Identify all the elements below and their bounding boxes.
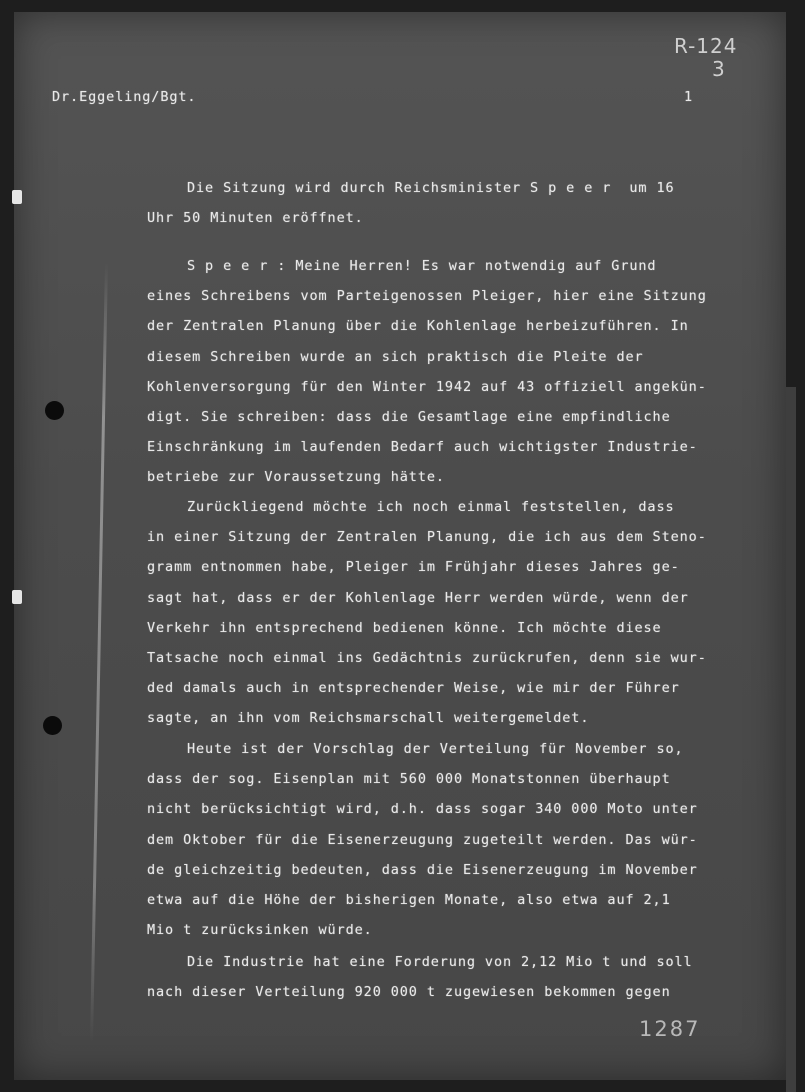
body-line: Einschränkung im laufenden Bedarf auch wichtigster Industrie- (147, 439, 698, 456)
punch-hole-upper (45, 401, 64, 420)
body-line: eines Schreibens vom Parteigenossen Pleiger, hier eine Sitzung (147, 288, 707, 305)
body-line: S p e e r : Meine Herren! Es war notwendig auf Grund (187, 258, 657, 274)
archive-mark-sub: 3 (712, 57, 726, 81)
punch-hole-lower (43, 716, 62, 735)
body-line: Kohlenversorgung für den Winter 1942 auf 43 offiziell angekün- (147, 378, 707, 395)
author-line: Dr.Eggeling/Bgt. (52, 89, 197, 105)
archive-mark: R-124 (674, 34, 738, 58)
body-line: Mio t zurücksinken würde. (147, 922, 373, 939)
body-line: dass der sog. Eisenplan mit 560 000 Monatstonnen überhaupt (147, 771, 671, 788)
document-number: 1287 (639, 1017, 701, 1041)
body-line: Zurückliegend möchte ich noch einmal feststellen, dass (187, 499, 675, 515)
body-line: nach dieser Verteilung 920 000 t zugewiesen bekommen gegen (147, 984, 671, 1001)
body-line: diesem Schreiben wurde an sich praktisch die Pleite der (147, 348, 644, 365)
body-line: der Zentralen Planung über die Kohlenlage herbeizuführen. In (147, 318, 689, 335)
document-page (14, 12, 786, 1080)
body-line: dem Oktober für die Eisenerzeugung zugeteilt werden. Das wür- (147, 831, 698, 848)
body-line: Die Sitzung wird durch Reichsminister S p e e r um 16 (187, 180, 675, 196)
paper-edge (786, 387, 796, 1092)
paper-nick-lower (12, 590, 22, 604)
fold-line (90, 262, 108, 1042)
body-line: Heute ist der Vorschlag der Verteilung für November so, (187, 741, 684, 757)
body-line: etwa auf die Höhe der bisherigen Monate, also etwa auf 2,1 (147, 892, 671, 908)
body-line: de gleichzeitig bedeuten, dass die Eisenerzeugung im November (147, 861, 698, 878)
body-line: digt. Sie schreiben: dass die Gesamtlage eine empfindliche (147, 409, 671, 425)
body-line: nicht berücksichtigt wird, d.h. dass sogar 340 000 Moto unter (147, 801, 698, 818)
body-line: gramm entnommen habe, Pleiger im Frühjahr dieses Jahres ge- (147, 559, 680, 576)
body-line: Verkehr ihn entsprechend bedienen könne. Ich möchte diese (147, 619, 662, 636)
body-line: sagte, an ihn vom Reichsmarschall weitergemeldet. (147, 710, 590, 727)
paper-nick-upper (12, 190, 22, 204)
page-number: 1 (684, 89, 694, 105)
body-line: ded damals auch in entsprechender Weise, wie mir der Führer (147, 680, 680, 697)
body-line: in einer Sitzung der Zentralen Planung, die ich aus dem Steno- (147, 529, 707, 546)
body-line: betriebe zur Voraussetzung hätte. (147, 469, 445, 486)
body-line: Tatsache noch einmal ins Gedächtnis zurückrufen, denn sie wur- (147, 650, 707, 666)
body-line: Uhr 50 Minuten eröffnet. (147, 210, 364, 227)
body-line: sagt hat, dass er der Kohlenlage Herr werden würde, wenn der (147, 589, 689, 606)
body-line: Die Industrie hat eine Forderung von 2,12 Mio t und soll (187, 954, 693, 970)
